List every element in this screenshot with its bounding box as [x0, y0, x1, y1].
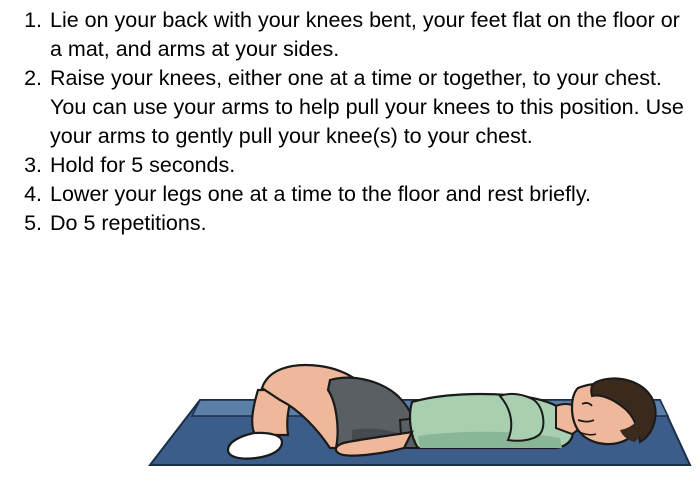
step-text: Raise your knees, either one at a time or together, to your chest. You can use your arms to help pull your knees to this position. Use your arms to gently pull your knee(s) to your chest.: [50, 66, 684, 148]
step-number: 3.: [24, 153, 42, 177]
list-item: [8, 151, 692, 180]
step-text: Lie on your back with your knees bent, your feet flat on the floor or a mat, and arms at your sides.: [50, 8, 680, 61]
step-text: Lower your legs one at a time to the floor and rest briefly.: [50, 182, 591, 206]
list-item: [8, 180, 692, 209]
step-number: 2.: [24, 66, 42, 90]
step-text: Do 5 repetitions.: [50, 211, 207, 235]
step-text: Hold for 5 seconds.: [50, 153, 236, 177]
list-item: [8, 6, 692, 64]
instruction-list: [8, 6, 692, 238]
list-item: [8, 209, 692, 238]
step-number: 5.: [24, 211, 42, 235]
step-number: 4.: [24, 182, 42, 206]
illustration-svg: [0, 270, 700, 480]
step-number: 1.: [24, 8, 42, 32]
list-item: [8, 64, 692, 151]
exercise-illustration: [0, 270, 700, 480]
